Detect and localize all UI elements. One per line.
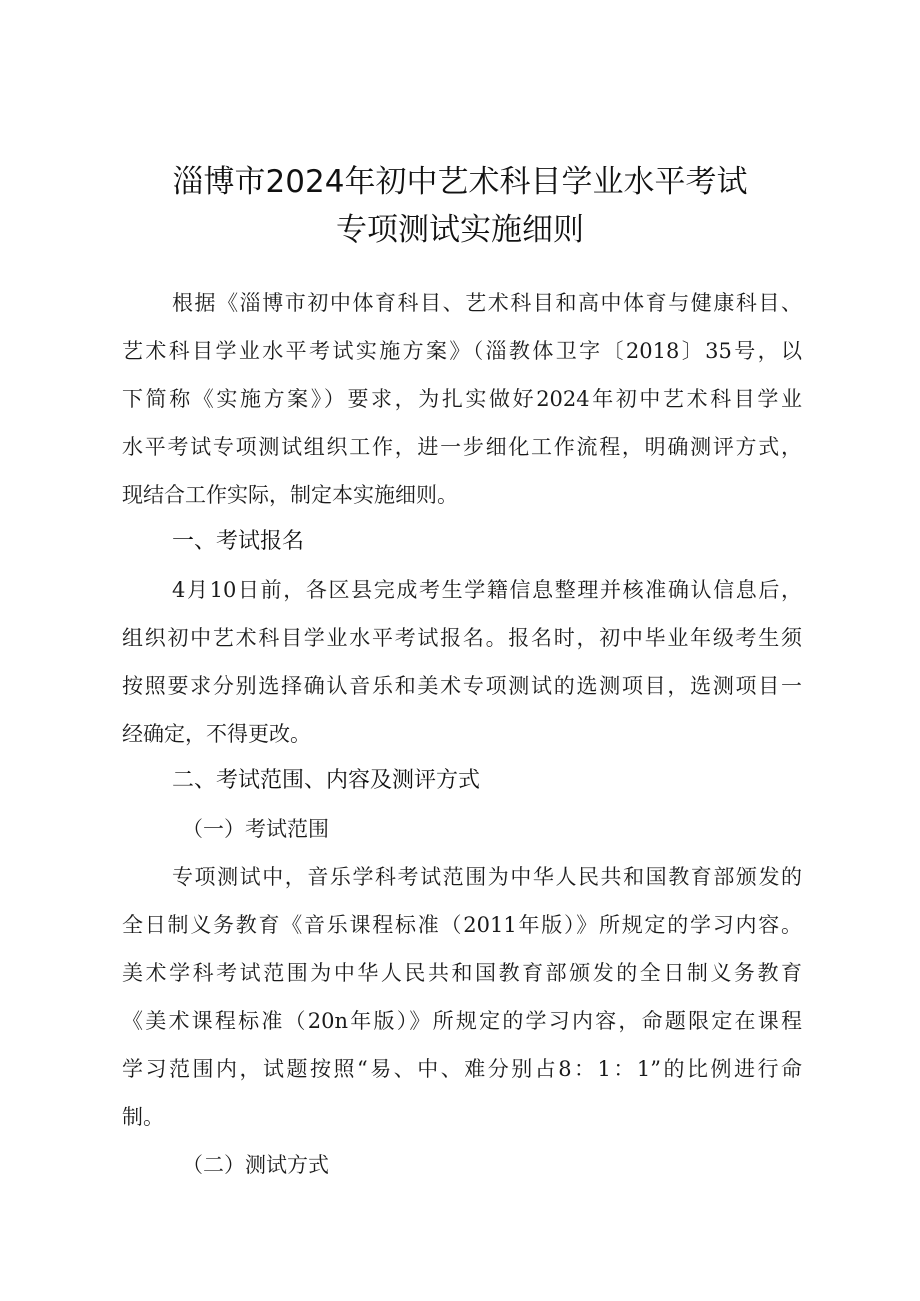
subsection1-line: 制。 (122, 1105, 164, 1129)
section1-line: 组织初中艺术科目学业水平考试报名。报名时，初中毕业年级考生须 (122, 626, 802, 650)
section1-line: 按照要求分别选择确认音乐和美术专项测试的选测项目，选测项目一 (122, 674, 802, 698)
document-title-line2: 专项测试实施细则 (336, 212, 584, 248)
subsection-heading-exam-scope: （一）考试范围 (182, 817, 329, 841)
intro-line: 艺术科目学业水平考试实施方案》（淄教体卫字〔2018〕35号，以 (122, 339, 802, 363)
subsection-heading-test-method: （二）测试方式 (182, 1153, 329, 1177)
intro-line: 现结合工作实际，制定本实施细则。 (122, 483, 458, 507)
document-title-line1: 淄博市2024年初中艺术科目学业水平考试 (172, 164, 748, 200)
subsection1-line: 全日制义务教育《音乐课程标准（2011年版）》所规定的学习内容。 (122, 913, 802, 937)
section1-line: 4月10日前，各区县完成考生学籍信息整理并核准确认信息后， (172, 578, 802, 602)
section-heading-scope: 二、考试范围、内容及测评方式 (172, 768, 481, 793)
subsection1-line: 学习范围内，试题按照“易、中、难分别占8：1：1”的比例进行命 (122, 1057, 802, 1081)
intro-line: 水平考试专项测试组织工作，进一步细化工作流程，明确测评方式， (122, 435, 802, 459)
section-heading-registration: 一、考试报名 (172, 529, 305, 554)
subsection1-line: 专项测试中，音乐学科考试范围为中华人民共和国教育部颁发的 (172, 865, 802, 889)
subsection1-line: 美术学科考试范围为中华人民共和国教育部颁发的全日制义务教育 (122, 961, 802, 985)
subsection1-line: 《美术课程标准（20n年版）》所规定的学习内容，命题限定在课程 (122, 1009, 802, 1033)
intro-line: 根据《淄博市初中体育科目、艺术科目和高中体育与健康科目、 (172, 291, 802, 315)
intro-line: 下简称《实施方案》）要求，为扎实做好2024年初中艺术科目学业 (122, 387, 802, 411)
section1-line: 经确定，不得更改。 (122, 722, 311, 746)
